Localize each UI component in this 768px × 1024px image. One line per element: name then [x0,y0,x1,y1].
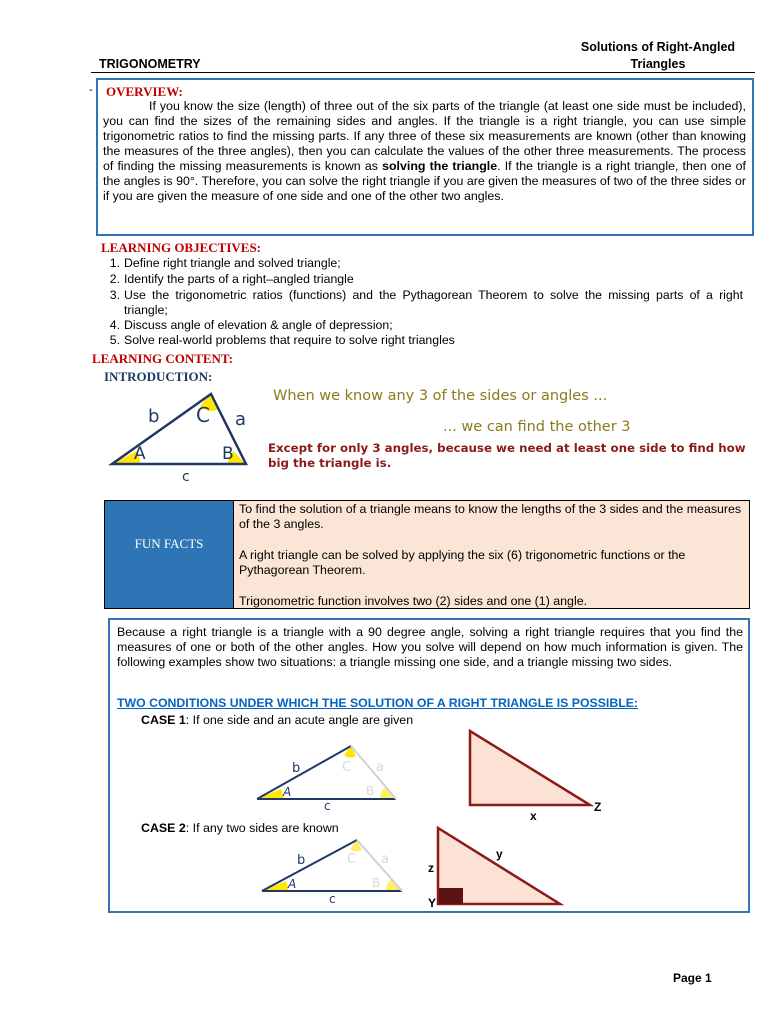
case2-right-label-z: z [428,861,434,875]
case-1-label: CASE 1 [141,713,186,727]
objective-text-1: Define right triangle and solved triangle; [124,256,341,270]
case1-label-c: c [324,799,331,812]
objective-item-1 [109,256,742,271]
header-rule [91,72,755,73]
case2-right-label-y: y [496,847,503,861]
case2-label-C: C [347,852,357,867]
intro-label-C: C [196,403,210,427]
case2-right-triangle-diagram [420,822,580,912]
introduction-title: INTRODUCTION: [104,369,213,384]
right-angle-marker [439,888,463,904]
page-number: Page 1 [673,971,712,985]
intro-label-a: a [235,409,247,430]
objective-num-2: 2. [109,272,120,286]
header-right-title-line2: Triangles [630,57,686,71]
case-2-line [141,821,339,836]
case-2-label: CASE 2 [141,821,186,835]
intro-line-1: When we know any 3 of the sides or angles ... [273,388,608,404]
objective-num-1: 1. [109,256,120,270]
intro-except-note: Except for only 3 angles, because we need at least one side to find how big the triangle is. [268,441,746,470]
case1-label-a: a [376,760,384,775]
case-1-text: : If one side and an acute angle are given [185,713,414,727]
objective-text-3: Use the trigonometric ratios (functions) and the Pythagorean Theorem to solve the missing parts of a right triangle; [124,288,743,317]
intro-label-c: c [182,469,190,484]
fun-facts-table [104,500,750,609]
case1-label-B: B [366,784,375,798]
case2-right-label-Y: Y [428,896,437,910]
cases-heading: TWO CONDITIONS UNDER WHICH THE SOLUTION OF A RIGHT TRIANGLE IS POSSIBLE: [117,696,639,710]
intro-line-2: ... we can find the other 3 [443,419,631,435]
fun-fact-2: A right triangle can be solved by applying the six (6) trigonometric functions or the Pythagorean Theorem. [239,548,686,577]
case1-triangle-diagram [250,740,405,812]
overview-text-part1: If you know the size (length) of three out of the six parts of the triangle (at least one side must be included), you can find the sizes of the remaining sides and angles. If the triangle is a right triangle, you can use simple trigonometric ratios to find the missing parts. If any three of these six measurements are known (other than knowing the measures of the three angles), then you can calculate the values of the other three measurements. The process of finding the missing measurements is known as [103,99,746,173]
header-left-title: TRIGONOMETRY [99,57,201,71]
case2-label-b: b [297,853,306,868]
overview-text-part2: . If the triangle is a right triangle, then one of the angles is 90°. Therefore, you can solve the right triangle if you are given the measures of two of the three sides or if you are given the measure of one side and one of the other two angles. [103,159,746,203]
content-title: LEARNING CONTENT: [92,351,233,366]
overview-title: OVERVIEW: [106,84,183,99]
overview-bullet: - [89,84,93,96]
objectives-title: LEARNING OBJECTIVES: [101,240,262,255]
case2-label-B: B [372,876,381,890]
header-right-title-line1: Solutions of Right-Angled [580,40,736,54]
overview-text [103,99,746,204]
case1-side-b [257,746,351,799]
objective-num-4: 4. [109,318,120,332]
objective-text-2: Identify the parts of a right–angled triangle [124,272,354,286]
case-1-line [141,713,413,728]
intro-label-A: A [134,444,146,464]
fun-facts-label: FUN FACTS [134,536,204,551]
case2-triangle-diagram [255,836,410,908]
case1-label-A: A [283,785,292,799]
case2-label-c: c [329,892,336,906]
objective-item-4 [109,318,742,333]
overview-bold-term: solving the triangle [382,159,498,173]
objective-text-4: Discuss angle of elevation & angle of depression; [124,318,393,332]
objective-num-5: 5. [109,333,120,347]
fun-facts-text-cell [234,501,749,608]
objective-num-3: 3. [109,288,120,302]
case-2-text: : If any two sides are known [185,821,339,835]
case2-side-b [262,840,357,891]
case2-label-a: a [381,852,389,867]
intro-label-B: B [222,444,234,464]
objective-item-3 [109,288,743,318]
case1-right-label-z: Z [594,800,602,814]
case1-label-C: C [342,760,352,775]
objective-item-5 [109,333,742,348]
objective-item-2 [109,272,742,287]
case1-right-triangle [470,731,590,805]
overview-box [96,78,754,236]
case2-label-A: A [288,877,297,891]
cases-intro-paragraph: Because a right triangle is a triangle with a 90 degree angle, solving a right triangle requires that you find the measures of one or both of the other angles. How you solve will depend on how much information is given. The following examples show two situations: a triangle missing one side, and a triangle missing two sides. [117,625,743,669]
intro-label-b: b [148,406,160,427]
objective-text-5: Solve real-world problems that require to solve right triangles [124,333,455,347]
case1-label-b: b [292,761,301,776]
fun-fact-3: Trigonometric function involves two (2) sides and one (1) angle. [239,594,588,608]
fun-fact-1: To find the solution of a triangle means to know the lengths of the 3 sides and the measures of the 3 angles. [239,502,742,531]
case1-angle-c-marker [344,746,356,758]
case1-right-triangle-diagram [460,725,610,825]
intro-triangle-diagram [104,384,264,484]
fun-facts-label-cell [105,501,234,608]
case1-right-label-x: x [530,809,537,823]
